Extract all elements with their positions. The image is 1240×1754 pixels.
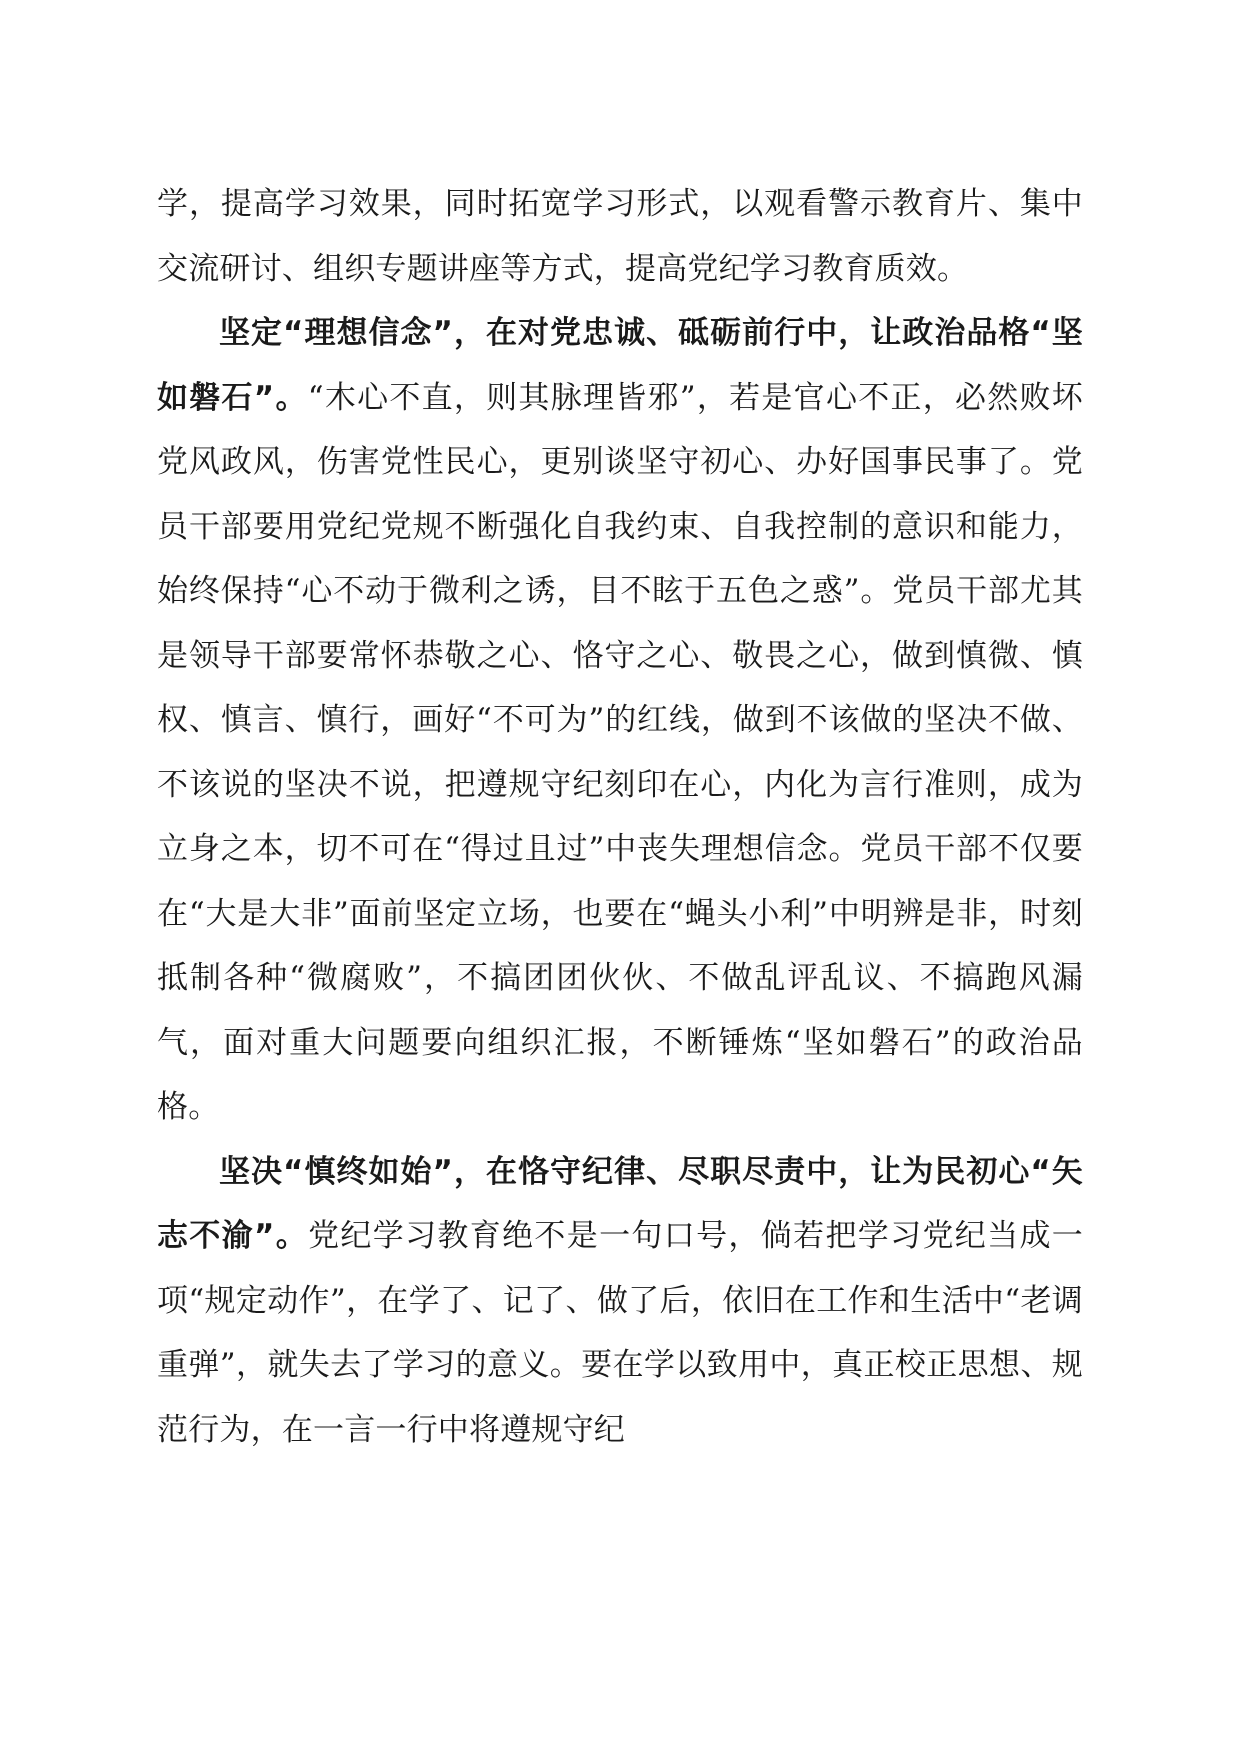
paragraph-continuation: [157, 172, 1083, 301]
paragraph-text: “木心不直，则其脉理皆邪”，若是官心不正，必然败坏党风政风，伤害党性民心，更别谈坚守初心、办好国事民事了。党员干部要用党纪党规不断强化自我约束、自我控制的意识和能力，始终保持“心不动于微利之诱，目不眩于五色之惑”。党员干部尤其是领导干部要常怀恭敬之心、恪守之心、敬畏之心，做到慎微、慎权、慎言、慎行，画好“不可为”的红线，做到不该做的坚决不做、不该说的坚决不说，把遵规守纪刻印在心，内化为言行准则，成为立身之本，切不可在“得过且过”中丧失理想信念。党员干部不仅要在“大是大非”面前坚定立场，也要在“蝇头小利”中明辨是非，时刻抵制各种“微腐败”，不搞团团伙伙、不做乱评乱议、不搞跑风漏气，面对重大问题要向组织汇报，不断锤炼“坚如磐石”的政治品格。: [157, 379, 1084, 1125]
paragraph-text: 学，提高学习效果，同时拓宽学习形式，以观看警示教育片、集中交流研讨、组织专题讲座等方式，提高党纪学习教育质效。: [157, 186, 1083, 287]
paragraph-lead-heading: 坚决“慎终如始”，在恪守纪律、尽职尽责中，让为民初心“矢志不渝”。: [157, 1153, 1083, 1254]
paragraph-lead-heading: 坚定“理想信念”，在对党忠诚、砥砺前行中，让政治品格“坚如磐石”。: [157, 315, 1083, 416]
paragraph-original-aspiration: [157, 1140, 1083, 1463]
paragraph-text: 党纪学习教育绝不是一句口号，倘若把学习党纪当成一项“规定动作”，在学了、记了、做了后，依旧在工作和生活中“老调重弹”，就失去了学习的意义。要在学以致用中，真正校正思想、规范行为，在一言一行中将遵规守纪: [157, 1218, 1083, 1448]
document-page: [157, 172, 1083, 1462]
paragraph-political-character: [157, 301, 1083, 1140]
